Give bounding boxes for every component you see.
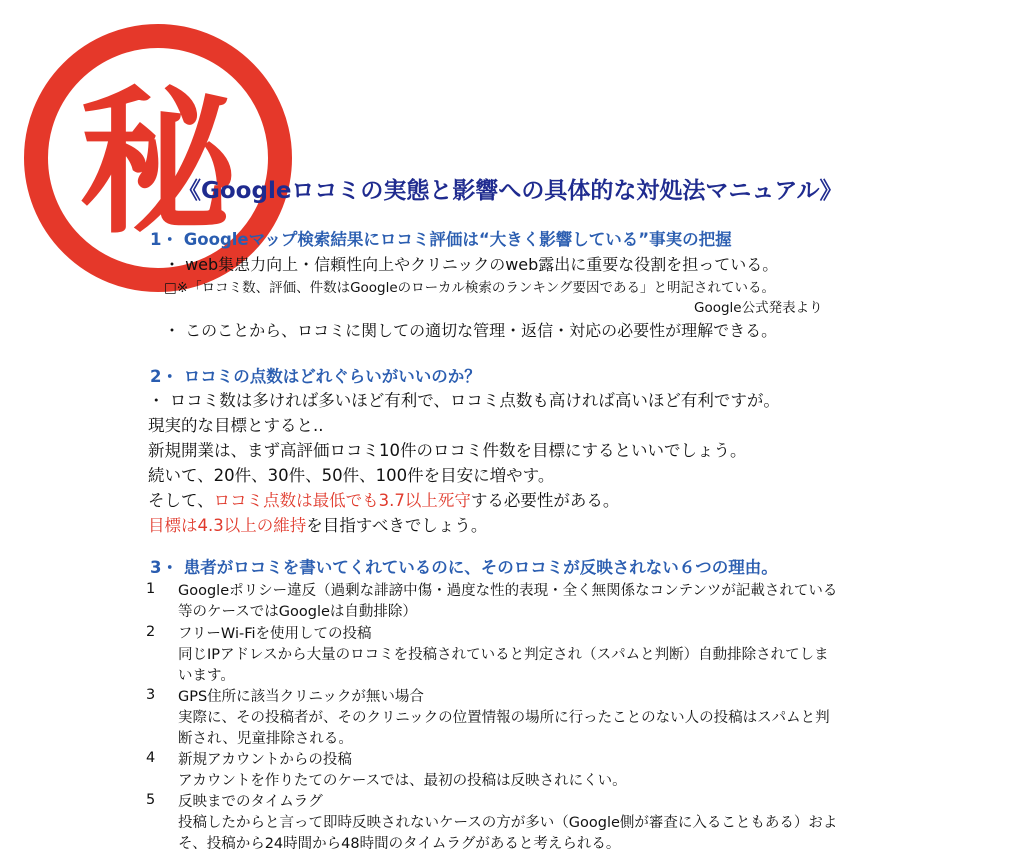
reason-2-detail-cont: います。 <box>178 668 235 684</box>
section-1-heading: 1・ Googleマップ検索結果にロコミ評価は“大きく影響している”事実の把握 <box>150 230 732 249</box>
section-1-source: Google公式発表より <box>694 300 823 316</box>
svg-text:秘: 秘 <box>79 72 237 256</box>
section-2-line-4: 続いて、20件、30件、50件、100件を目安に増やす。 <box>148 466 555 485</box>
reason-3-detail-cont: 断され、児童排除される。 <box>178 731 353 747</box>
section-2-line-5-suffix: する必要性がある。 <box>470 491 620 510</box>
reason-2-number: 2 <box>146 624 156 640</box>
section-2-heading: 2・ ロコミの点数はどれぐらいがいいのか？ <box>150 367 481 386</box>
reason-1-title: Googleポリシー違反（過剰な誹謗中傷・過度な性的表現・全く無関係なコンテンツが記載されている <box>178 583 838 599</box>
section-2-line-6-suffix: を目指すべきでしょう。 <box>306 516 488 535</box>
reason-2-title: フリーWi-Fiを使用しての投稿 <box>178 626 372 642</box>
reason-5-title: 反映までのタイムラグ <box>178 794 323 810</box>
section-3-heading: 3・ 患者がロコミを書いてくれているのに、そのロコミが反映されない６つの理由。 <box>150 558 778 577</box>
section-1-note: □※「ロコミ数、評価、件数はGoogleのローカル検索のランキング要因である」と明記されている。 <box>164 280 775 296</box>
reason-1-number: 1 <box>146 581 156 597</box>
section-2-line-6 <box>148 512 487 536</box>
reason-4-title: 新規アカウントからの投稿 <box>178 752 352 768</box>
section-1-bullet-2: ・ このことから、ロコミに関しての適切な管理・返信・対応の必要性が理解できる。 <box>164 321 778 340</box>
document-title: 《Googleロコミの実態と影響への具体的な対処法マニュアル》 <box>178 178 843 204</box>
section-2-highlight-min-score: ロコミ点数は最低でも3.7以上死守 <box>213 491 471 510</box>
section-2-line-3: 新規開業は、まず高評価ロコミ10件のロコミ件数を目標にするといいでしょう。 <box>148 441 747 460</box>
section-2-line-5-prefix: そして、 <box>148 491 214 510</box>
section-2-line-2: 現実的な目標とすると.. <box>148 416 324 435</box>
reason-5-number: 5 <box>146 792 156 808</box>
reason-2-detail: 同じIPアドレスから大量のロコミを投稿されていると判定され（スパムと判断）自動排除されてしま <box>178 647 829 663</box>
reason-5-detail-cont: そ、投稿から24時間から48時間のタイムラグがあると考えられる。 <box>178 836 621 852</box>
section-1-bullet-1: ・ web集患力向上・信頼性向上やクリニックのweb露出に重要な役割を担っている。 <box>164 255 779 274</box>
section-2-line-1: ・ ロコミ数は多ければ多いほど有利で、ロコミ点数も高ければ高いほど有利ですが。 <box>148 391 780 410</box>
reason-5-detail: 投稿したからと言って即時反映されないケースの方が多い（Google側が審査に入ることもある）およ <box>178 815 838 831</box>
reason-3-detail: 実際に、その投稿者が、そのクリニックの位置情報の場所に行ったことのない人の投稿はスパムと判 <box>178 710 830 726</box>
reason-1-detail: 等のケースではGoogleは自動排除） <box>178 604 417 620</box>
reason-3-number: 3 <box>146 687 156 703</box>
section-2-highlight-target: 目標は4.3以上の維持 <box>148 516 307 535</box>
reason-4-number: 4 <box>146 750 156 766</box>
reason-4-detail: アカウントを作りたてのケースでは、最初の投稿は反映されにくい。 <box>178 773 627 789</box>
reason-3-title: GPS住所に該当クリニックが無い場合 <box>178 689 424 705</box>
section-2-line-5 <box>148 487 619 511</box>
